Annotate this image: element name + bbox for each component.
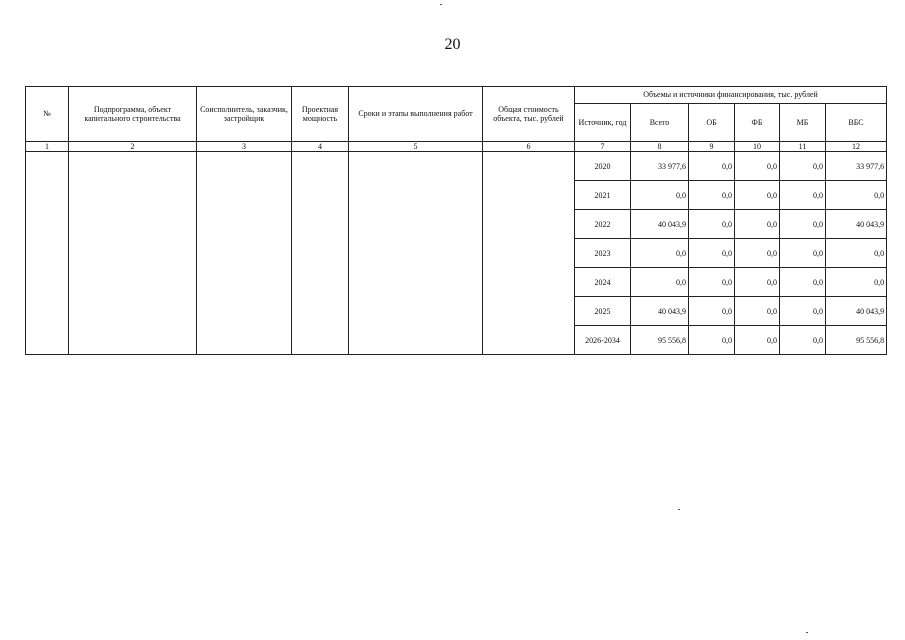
cell-total: 0,0 [631, 268, 689, 297]
scan-speck [440, 4, 442, 5]
header-subprogram: Подпрограмма, объект капитального строительства [69, 87, 197, 142]
header-capacity: Проектная мощность [292, 87, 349, 142]
cell-vbs: 33 977,6 [826, 152, 887, 181]
header-financing-group: Объемы и источники финансирования, тыс. рублей [575, 87, 887, 104]
scan-speck [806, 632, 808, 633]
cell-ob: 0,0 [689, 326, 735, 355]
cell-total: 0,0 [631, 181, 689, 210]
header-coexecutor: Соисполнитель, заказчик, застройщик [197, 87, 292, 142]
cell-vbs: 40 043,9 [826, 297, 887, 326]
cell-total: 40 043,9 [631, 210, 689, 239]
header-vbs: ВБС [826, 104, 887, 142]
cell-total: 95 556,8 [631, 326, 689, 355]
cell-ob: 0,0 [689, 297, 735, 326]
column-number: 5 [349, 142, 483, 152]
cell-fb: 0,0 [735, 297, 780, 326]
cell-subprogram-empty [69, 152, 197, 355]
column-number: 10 [735, 142, 780, 152]
column-number-row [26, 142, 887, 152]
cell-vbs: 0,0 [826, 239, 887, 268]
column-number: 3 [197, 142, 292, 152]
cell-total: 0,0 [631, 239, 689, 268]
cell-vbs: 40 043,9 [826, 210, 887, 239]
cell-mb: 0,0 [780, 181, 826, 210]
cell-fb: 0,0 [735, 268, 780, 297]
cell-num-empty [26, 152, 69, 355]
cell-mb: 0,0 [780, 268, 826, 297]
column-number: 11 [780, 142, 826, 152]
cell-terms-empty [349, 152, 483, 355]
cell-capacity-empty [292, 152, 349, 355]
cell-ob: 0,0 [689, 210, 735, 239]
header-terms: Сроки и этапы выполнения работ [349, 87, 483, 142]
cell-vbs: 0,0 [826, 181, 887, 210]
header-total-cost: Общая стоимость объекта, тыс. рублей [483, 87, 575, 142]
cell-mb: 0,0 [780, 326, 826, 355]
column-number: 1 [26, 142, 69, 152]
column-number: 6 [483, 142, 575, 152]
cell-coexecutor-empty [197, 152, 292, 355]
financing-table [25, 86, 887, 355]
cell-mb: 0,0 [780, 152, 826, 181]
header-row-1 [26, 87, 887, 104]
header-source-year: Источник, год [575, 104, 631, 142]
cell-ob: 0,0 [689, 239, 735, 268]
cell-total-cost-empty [483, 152, 575, 355]
page-number: 20 [444, 36, 461, 53]
header-mb: МБ [780, 104, 826, 142]
cell-year: 2021 [575, 181, 631, 210]
cell-fb: 0,0 [735, 210, 780, 239]
column-number: 4 [292, 142, 349, 152]
table-row [26, 152, 887, 181]
cell-year: 2020 [575, 152, 631, 181]
cell-mb: 0,0 [780, 210, 826, 239]
cell-fb: 0,0 [735, 152, 780, 181]
cell-total: 33 977,6 [631, 152, 689, 181]
header-num: № [26, 87, 69, 142]
cell-year: 2025 [575, 297, 631, 326]
cell-vbs: 0,0 [826, 268, 887, 297]
cell-ob: 0,0 [689, 268, 735, 297]
column-number: 12 [826, 142, 887, 152]
cell-year: 2023 [575, 239, 631, 268]
cell-total: 40 043,9 [631, 297, 689, 326]
cell-ob: 0,0 [689, 181, 735, 210]
cell-fb: 0,0 [735, 326, 780, 355]
cell-year: 2026-2034 [575, 326, 631, 355]
cell-year: 2024 [575, 268, 631, 297]
cell-mb: 0,0 [780, 239, 826, 268]
column-number: 7 [575, 142, 631, 152]
column-number: 2 [69, 142, 197, 152]
scan-speck [678, 509, 680, 510]
cell-fb: 0,0 [735, 181, 780, 210]
cell-year: 2022 [575, 210, 631, 239]
cell-fb: 0,0 [735, 239, 780, 268]
header-fb: ФБ [735, 104, 780, 142]
column-number: 8 [631, 142, 689, 152]
header-ob: ОБ [689, 104, 735, 142]
cell-ob: 0,0 [689, 152, 735, 181]
column-number: 9 [689, 142, 735, 152]
cell-vbs: 95 556,8 [826, 326, 887, 355]
cell-mb: 0,0 [780, 297, 826, 326]
header-total: Всего [631, 104, 689, 142]
